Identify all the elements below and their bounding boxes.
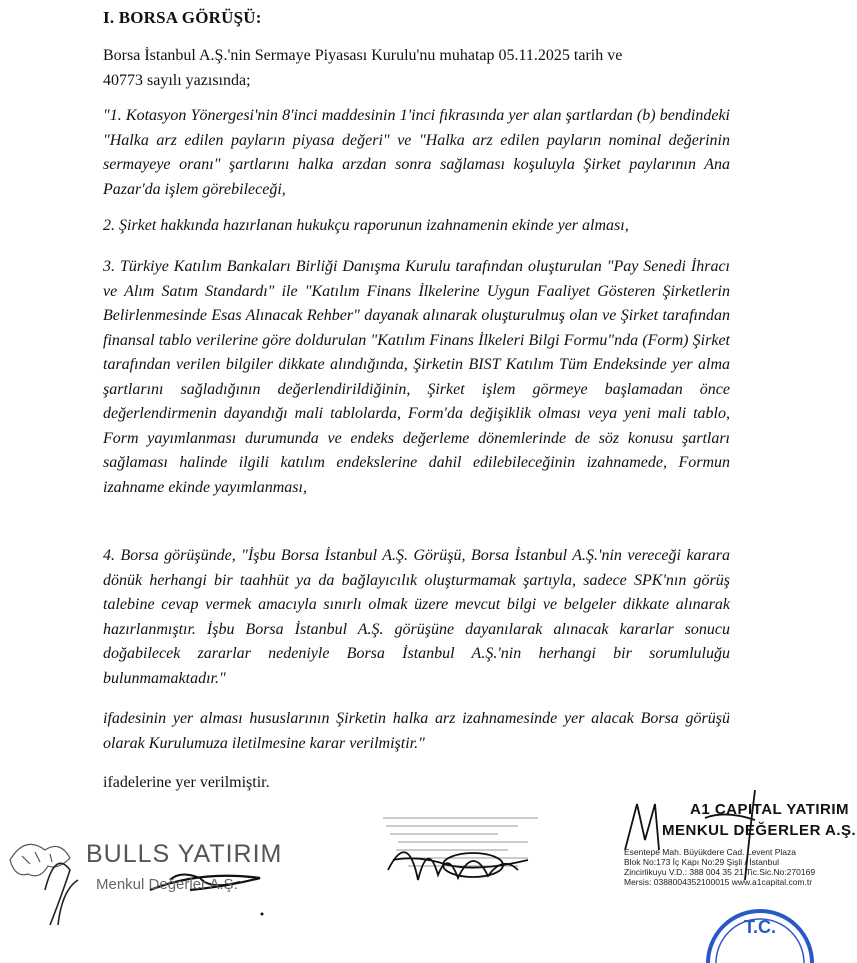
quote-item-1: "1. Kotasyon Yönergesi'nin 8'inci maddesinin 1'inci fıkrasında yer alan şartlardan (b) bendindeki "Halka arz edilen payların piyasa değeri" ve "Halka arz edilen payların nominal değerinin sermayeye oranı" şartlarını halka arzdan sonra sağlaması koşuluyla Şirket paylarının Ana Pazar'da işlem görebileceği,: [103, 107, 730, 198]
quote-item-3: 3. Türkiye Katılım Bankaları Birliği Danışma Kurulu tarafından oluşturulan "Pay Senedi İhracı ve Alım Satım Standardı" ile "Katılım Finans İlkelerine Uygun Faaliyet Gösteren Şirketlerin Belirlenmesinde Esas Alınacak Rehber" dayanak alınarak oluşturulmuş olan ve Şirket tarafından finansal tablo verilerine göre doldurulan "Katılım Finans İlkeleri Bilgi Formu"nda (Form) Şirket tarafından verilen bilgiler dikkate alındığında, Şirketin BIST Katılım Tüm Endeksinde yer alma şartlarını sağladığının değerlendirildiğinin, Şirket işlem görmeye başlamadan önce değerlendirmenin dayandığı mali tablolarda, Form'da değişiklik olması veya yeni mali tablo, Form yayımlanması durumunda ve endeks değerleme dönemlerinde de söz konusu şartları sağlaması halinde ilgili katılım endekslerine dahil edilebileceğinin izahnamede, Formun izahname ekinde yayımlanması,: [103, 258, 730, 496]
a1-title-line-2: MENKUL DEĞERLER A.Ş.: [662, 822, 857, 839]
bulls-company-subtitle: Menkul Değerler A.Ş.: [96, 876, 238, 893]
bulls-company-name: BULLS YATIRIM: [86, 840, 283, 868]
a1-address-line-3: Zincirlikuyu V.D.: 388 004 35 21 Tic.Sic.No:270169: [624, 867, 816, 877]
tc-seal-text: T.C.: [743, 917, 777, 937]
section-heading: I. BORSA GÖRÜŞÜ:: [103, 8, 262, 27]
intro-paragraph: [103, 44, 730, 93]
final-line: ifadelerine yer verilmiştir.: [103, 774, 270, 791]
a1-title-line-1: A1 CAPITAL YATIRIM: [690, 801, 850, 818]
quote-item-2: 2. Şirket hakkında hazırlanan hukukçu raporunun izahnamenin ekinde yer alması,: [103, 217, 629, 234]
closing-paragraph: ifadesinin yer alması hususlarının Şirketin halka arz izahnamesinde yer alacak Borsa görüşü olarak Kurulumuza iletilmesine karar verilmiştir.": [103, 710, 730, 752]
a1-address-line-4: Mersis: 0388004352100015 www.a1capital.com.tr: [624, 877, 813, 887]
a1-address-line-1: Esentepe Mah. Büyükdere Cad. Levent Plaza: [624, 847, 796, 857]
a1-address-line-2: Blok No:173 İç Kapı No:29 Şişli / İstanbul: [624, 857, 779, 867]
intro-line-1: Borsa İstanbul A.Ş.'nin Sermaye Piyasası Kurulu'nu muhatap 05.11.2025 tarih ve: [103, 47, 623, 64]
quote-item-4: 4. Borsa görüşünde, "İşbu Borsa İstanbul A.Ş. Görüşü, Borsa İstanbul A.Ş.'nin vereceği karara dönük herhangi bir taahhüt ya da bağlayıcılık oluşturmamak şartıyla, sadece SPK'nın görüş talebine cevap vermek amacıyla sınırlı olmak üzere mevcut bilgi ve belgeler dikkate alınarak hazırlanmıştır. İşbu Borsa İstanbul A.Ş. görüşüne dayanılarak alınacak kararlar sonucu doğabilecek zararlar nedeniyle Borsa İstanbul A.Ş.'nin herhangi bir sorumluluğu bulunmamaktadır.": [103, 547, 730, 687]
intro-line-2: 40773 sayılı yazısında;: [103, 71, 251, 89]
middle-signature-stamp: [378, 810, 548, 892]
tc-official-seal: [705, 903, 815, 963]
